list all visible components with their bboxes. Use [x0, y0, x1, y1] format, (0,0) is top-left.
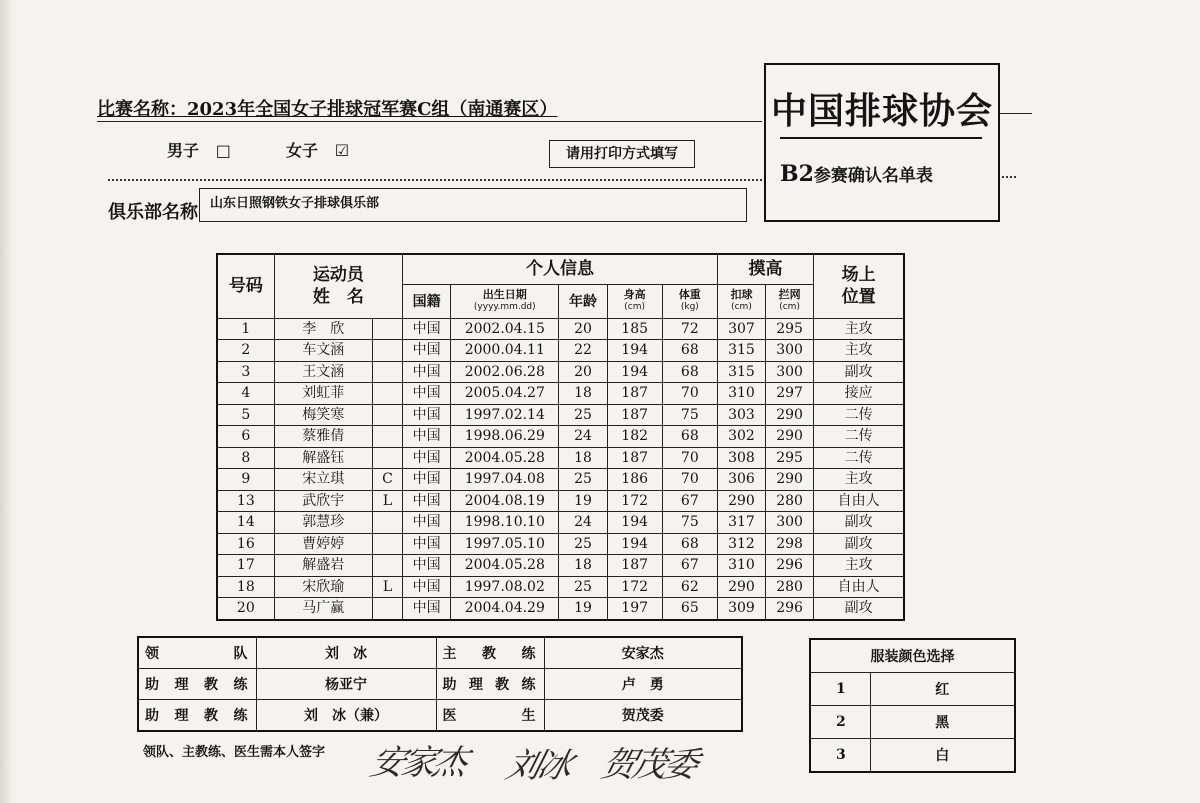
player-weight: 67 — [662, 555, 717, 577]
player-position: 副攻 — [814, 361, 904, 383]
player-age: 20 — [559, 361, 607, 383]
color-option-value: 黑 — [870, 706, 1015, 739]
player-nationality: 中国 — [403, 576, 451, 598]
player-position: 主攻 — [814, 469, 904, 491]
player-spike: 307 — [717, 318, 765, 340]
player-nationality: 中国 — [403, 447, 451, 469]
player-height: 185 — [607, 318, 662, 340]
header-block-label: 拦网 — [778, 288, 801, 301]
player-weight: 68 — [662, 533, 717, 555]
player-role — [372, 318, 402, 340]
staff-role: 助理教练 — [138, 700, 256, 732]
player-block: 297 — [766, 383, 814, 405]
header-weight-label: 体重 — [678, 288, 701, 301]
table-row — [217, 533, 904, 555]
player-name: 宋欣瑜 — [274, 576, 372, 598]
player-spike: 310 — [717, 555, 765, 577]
header-block — [766, 284, 814, 318]
table-row — [217, 426, 904, 448]
staff-table — [137, 636, 743, 732]
player-number: 8 — [217, 447, 274, 469]
header-height-unit: (cm) — [624, 302, 646, 312]
competition-name: 2023年全国女子排球冠军赛C组（南通赛区） — [187, 99, 558, 120]
club-label: 俱乐部名称 — [108, 202, 198, 223]
staff-row — [138, 700, 742, 732]
player-name: 梅笑寒 — [274, 404, 372, 426]
player-dob: 2005.04.27 — [451, 383, 559, 405]
gender-male-label: 男子 — [167, 141, 200, 160]
player-role — [372, 598, 402, 620]
table-row — [217, 404, 904, 426]
player-age: 25 — [559, 469, 607, 491]
player-role — [372, 404, 402, 426]
staff-row — [138, 669, 742, 700]
player-age: 18 — [559, 555, 607, 577]
player-role — [372, 340, 402, 362]
staff-role: 助理教练 — [436, 669, 544, 700]
org-name: 中国排球协会 — [770, 91, 993, 132]
player-position: 二传 — [814, 404, 904, 426]
player-spike: 308 — [717, 447, 765, 469]
player-block: 300 — [766, 361, 814, 383]
staff-role: 领队 — [138, 637, 256, 669]
player-position: 自由人 — [814, 490, 904, 512]
player-position: 副攻 — [814, 512, 904, 534]
player-name: 王文涵 — [274, 361, 372, 383]
player-weight: 62 — [662, 576, 717, 598]
player-block: 290 — [766, 426, 814, 448]
header-dob — [451, 284, 559, 318]
gender-male-checkbox[interactable]: □ — [215, 141, 231, 160]
player-block: 280 — [766, 490, 814, 512]
player-name: 郭慧珍 — [274, 512, 372, 534]
player-nationality: 中国 — [403, 533, 451, 555]
player-height: 194 — [607, 340, 662, 362]
org-stamp-box — [764, 63, 1000, 222]
player-spike: 309 — [717, 598, 765, 620]
header-rule-right — [998, 113, 1032, 114]
table-row — [217, 512, 904, 534]
player-height: 182 — [607, 426, 662, 448]
player-weight: 67 — [662, 490, 717, 512]
player-nationality: 中国 — [403, 383, 451, 405]
player-name: 武欣宇 — [274, 490, 372, 512]
staff-role: 助理教练 — [138, 669, 256, 700]
player-role — [372, 555, 402, 577]
player-position: 二传 — [814, 426, 904, 448]
form-code: B2 — [780, 161, 814, 187]
player-height: 194 — [607, 361, 662, 383]
table-row — [217, 598, 904, 620]
header-spike-label: 扣球 — [730, 288, 753, 301]
player-weight: 68 — [662, 361, 717, 383]
dotted-divider-right — [998, 176, 1016, 178]
player-dob: 2002.04.15 — [451, 318, 559, 340]
player-nationality: 中国 — [403, 555, 451, 577]
staff-name: 贺茂委 — [544, 700, 742, 732]
player-nationality: 中国 — [403, 318, 451, 340]
player-height: 187 — [607, 404, 662, 426]
player-spike: 290 — [717, 490, 765, 512]
color-option-number: 2 — [810, 706, 870, 739]
player-block: 290 — [766, 404, 814, 426]
table-row — [217, 490, 904, 512]
player-age: 20 — [559, 318, 607, 340]
header-athlete-line2: 姓 名 — [312, 287, 364, 308]
player-nationality: 中国 — [403, 512, 451, 534]
player-spike: 315 — [717, 340, 765, 362]
player-block: 280 — [766, 576, 814, 598]
roster-table — [216, 253, 905, 621]
player-dob: 2004.05.28 — [451, 555, 559, 577]
staff-name: 卢 勇 — [544, 669, 742, 700]
table-row — [217, 447, 904, 469]
gender-female-checkbox[interactable]: ☑ — [334, 141, 350, 160]
player-number: 4 — [217, 383, 274, 405]
player-weight: 70 — [662, 469, 717, 491]
player-role — [372, 361, 402, 383]
header-rule — [97, 121, 762, 122]
player-number: 5 — [217, 404, 274, 426]
player-dob: 2002.06.28 — [451, 361, 559, 383]
header-spike-unit: (cm) — [731, 302, 752, 312]
player-height: 197 — [607, 598, 662, 620]
gender-female — [286, 138, 349, 161]
player-number: 13 — [217, 490, 274, 512]
player-nationality: 中国 — [403, 404, 451, 426]
table-row — [217, 555, 904, 577]
player-block: 298 — [766, 533, 814, 555]
player-nationality: 中国 — [403, 469, 451, 491]
signature-label: 领队、主教练、医生需本人签字 — [143, 745, 326, 760]
player-position: 主攻 — [814, 340, 904, 362]
player-number: 1 — [217, 318, 274, 340]
player-name: 车文涵 — [274, 340, 372, 362]
player-weight: 68 — [662, 340, 717, 362]
player-number: 17 — [217, 555, 274, 577]
player-dob: 1997.08.02 — [451, 576, 559, 598]
staff-role: 主教练 — [436, 637, 544, 669]
player-name: 解盛钰 — [274, 447, 372, 469]
player-dob: 1998.06.29 — [451, 426, 559, 448]
player-spike: 310 — [717, 383, 765, 405]
signature-doctor: 贺茂委 — [597, 745, 701, 785]
player-height: 194 — [607, 533, 662, 555]
player-dob: 2000.04.11 — [451, 340, 559, 362]
player-position: 主攻 — [814, 318, 904, 340]
player-number: 3 — [217, 361, 274, 383]
player-spike: 302 — [717, 426, 765, 448]
table-row — [217, 340, 904, 362]
player-name: 解盛岩 — [274, 555, 372, 577]
player-height: 172 — [607, 490, 662, 512]
header-weight — [662, 284, 717, 318]
player-block: 300 — [766, 340, 814, 362]
table-row — [217, 361, 904, 383]
player-weight: 65 — [662, 598, 717, 620]
player-position: 副攻 — [814, 598, 904, 620]
player-role — [372, 447, 402, 469]
org-rule — [780, 137, 982, 139]
player-spike: 312 — [717, 533, 765, 555]
player-spike: 315 — [717, 361, 765, 383]
player-nationality: 中国 — [403, 340, 451, 362]
header-age: 年龄 — [559, 284, 607, 318]
staff-role: 医生 — [436, 700, 544, 732]
header-athlete-line1: 运动员 — [312, 265, 364, 286]
player-weight: 68 — [662, 426, 717, 448]
player-position: 主攻 — [814, 555, 904, 577]
player-role — [372, 426, 402, 448]
player-nationality: 中国 — [403, 361, 451, 383]
player-name: 蔡雅倩 — [274, 426, 372, 448]
player-nationality: 中国 — [403, 490, 451, 512]
player-name: 李 欣 — [274, 318, 372, 340]
player-name: 马广赢 — [274, 598, 372, 620]
player-dob: 2004.05.28 — [451, 447, 559, 469]
player-position: 二传 — [814, 447, 904, 469]
header-position-line2: 位置 — [841, 287, 876, 308]
player-spike: 290 — [717, 576, 765, 598]
form-title — [780, 161, 933, 187]
player-height: 186 — [607, 469, 662, 491]
color-option-number: 3 — [810, 739, 870, 773]
player-spike: 306 — [717, 469, 765, 491]
player-nationality: 中国 — [403, 598, 451, 620]
player-block: 295 — [766, 447, 814, 469]
player-weight: 70 — [662, 383, 717, 405]
header-position-line1: 场上 — [841, 265, 876, 286]
header-weight-unit: (kg) — [680, 302, 699, 312]
player-weight: 75 — [662, 404, 717, 426]
player-nationality: 中国 — [403, 426, 451, 448]
header-athlete — [274, 254, 402, 318]
player-age: 24 — [559, 512, 607, 534]
player-age: 19 — [559, 490, 607, 512]
player-position: 自由人 — [814, 576, 904, 598]
table-row — [217, 576, 904, 598]
player-dob: 2004.04.29 — [451, 598, 559, 620]
staff-name: 刘 冰（兼） — [256, 700, 436, 732]
player-dob: 1997.02.14 — [451, 404, 559, 426]
form-title-text: 参赛确认名单表 — [813, 166, 933, 186]
player-name: 宋立琪 — [274, 469, 372, 491]
uniform-color-table — [809, 638, 1016, 773]
player-number: 6 — [217, 426, 274, 448]
player-weight: 75 — [662, 512, 717, 534]
player-height: 187 — [607, 555, 662, 577]
table-row — [217, 318, 904, 340]
player-number: 14 — [217, 512, 274, 534]
club-name-field[interactable]: 山东日照钢铁女子排球俱乐部 — [199, 188, 747, 222]
player-height: 187 — [607, 447, 662, 469]
header-personal-info: 个人信息 — [403, 254, 718, 284]
player-age: 25 — [559, 533, 607, 555]
table-row — [217, 383, 904, 405]
color-option-number: 1 — [810, 673, 870, 706]
player-age: 19 — [559, 598, 607, 620]
player-height: 187 — [607, 383, 662, 405]
color-option-row — [810, 706, 1015, 739]
staff-row — [138, 637, 742, 669]
signature-head-coach: 安家杰 — [366, 743, 470, 783]
color-option-row — [810, 673, 1015, 706]
player-spike: 317 — [717, 512, 765, 534]
player-role — [372, 512, 402, 534]
player-age: 24 — [559, 426, 607, 448]
uniform-color-title: 服装颜色选择 — [810, 639, 1015, 673]
competition-title: 比赛名称：2023年全国女子排球冠军赛C组（南通赛区） — [97, 99, 558, 120]
color-option-value: 红 — [870, 673, 1015, 706]
header-number: 号码 — [217, 254, 274, 318]
player-height: 194 — [607, 512, 662, 534]
competition-label: 比赛名称 — [97, 99, 169, 120]
table-row — [217, 469, 904, 491]
player-role: C — [372, 469, 402, 491]
staff-name: 刘 冰 — [256, 637, 436, 669]
player-dob: 2004.08.19 — [451, 490, 559, 512]
player-weight: 70 — [662, 447, 717, 469]
header-position — [814, 254, 904, 318]
color-header-row — [810, 639, 1015, 673]
print-note: 请用打印方式填写 — [549, 140, 695, 168]
player-dob: 1998.10.10 — [451, 512, 559, 534]
header-reach: 摸高 — [717, 254, 813, 284]
player-role — [372, 533, 402, 555]
player-number: 16 — [217, 533, 274, 555]
player-block: 296 — [766, 555, 814, 577]
player-name: 曹婷婷 — [274, 533, 372, 555]
player-position: 接应 — [814, 383, 904, 405]
player-role: L — [372, 490, 402, 512]
player-block: 295 — [766, 318, 814, 340]
player-role — [372, 383, 402, 405]
player-weight: 72 — [662, 318, 717, 340]
staff-name: 杨亚宁 — [256, 669, 436, 700]
player-spike: 303 — [717, 404, 765, 426]
gender-female-label: 女子 — [286, 141, 319, 160]
player-number: 9 — [217, 469, 274, 491]
header-nationality: 国籍 — [403, 284, 451, 318]
player-age: 18 — [559, 383, 607, 405]
header-block-unit: (cm) — [779, 302, 800, 312]
player-age: 25 — [559, 576, 607, 598]
player-number: 20 — [217, 598, 274, 620]
player-position: 副攻 — [814, 533, 904, 555]
staff-name: 安家杰 — [544, 637, 742, 669]
player-block: 296 — [766, 598, 814, 620]
gender-male — [167, 138, 231, 161]
player-height: 172 — [607, 576, 662, 598]
player-number: 2 — [217, 340, 274, 362]
player-dob: 1997.05.10 — [451, 533, 559, 555]
player-block: 300 — [766, 512, 814, 534]
signature-team-leader: 刘冰 — [502, 746, 575, 786]
color-option-row — [810, 739, 1015, 773]
player-role: L — [372, 576, 402, 598]
player-age: 22 — [559, 340, 607, 362]
player-dob: 1997.04.08 — [451, 469, 559, 491]
dotted-divider — [108, 179, 762, 181]
player-number: 18 — [217, 576, 274, 598]
header-dob-label: 出生日期 — [482, 288, 527, 301]
player-age: 25 — [559, 404, 607, 426]
header-height — [607, 284, 662, 318]
color-option-value: 白 — [870, 739, 1015, 773]
paper-edge-shadow — [0, 0, 14, 803]
player-age: 18 — [559, 447, 607, 469]
header-spike — [717, 284, 765, 318]
player-name: 刘虹菲 — [274, 383, 372, 405]
header-height-label: 身高 — [623, 288, 646, 301]
header-dob-format: (yyyy.mm.dd) — [473, 302, 536, 312]
player-block: 290 — [766, 469, 814, 491]
